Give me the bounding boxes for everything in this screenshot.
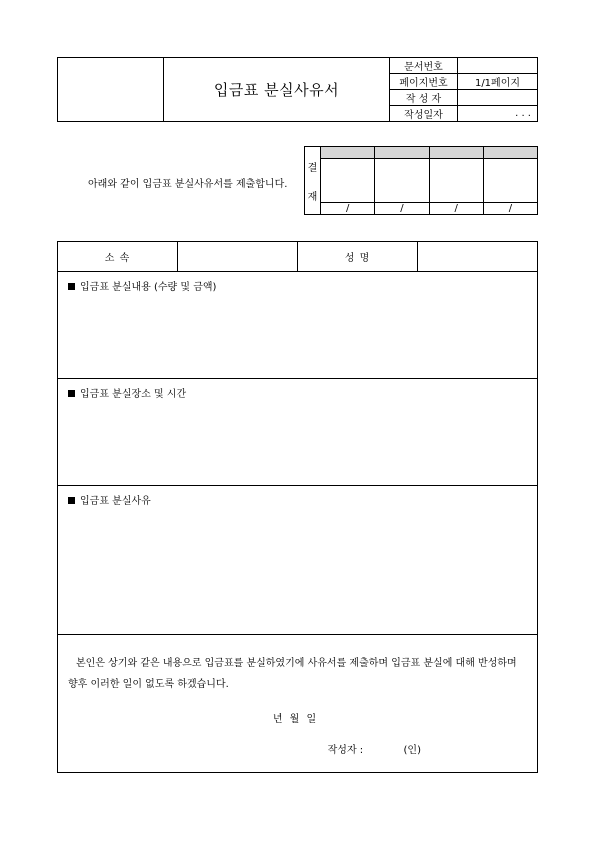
loss-details-section[interactable] — [58, 272, 538, 379]
author-label: 작 성 자 — [390, 90, 458, 106]
approval-label — [305, 147, 321, 215]
loss-report-form — [57, 241, 538, 773]
closing-author[interactable] — [68, 740, 523, 761]
author-field[interactable] — [458, 90, 538, 106]
approval-date-4[interactable]: / — [483, 202, 537, 214]
doc-number-label: 문서번호 — [390, 58, 458, 74]
bullet-square-icon — [68, 283, 75, 290]
loss-details-heading: 입금표 분실내용 (수량 및 금액) — [80, 282, 217, 293]
bullet-square-icon — [68, 497, 75, 504]
affiliation-label: 소 속 — [58, 242, 178, 272]
loss-place-time-heading: 입금표 분실장소 및 시간 — [80, 389, 187, 400]
loss-reason-heading: 입금표 분실사유 — [80, 496, 151, 507]
loss-reason-section[interactable] — [58, 486, 538, 635]
approval-box — [304, 146, 538, 215]
page-number-label: 페이지번호 — [390, 74, 458, 90]
doc-number-field[interactable] — [458, 58, 538, 74]
approver-title-3[interactable] — [429, 147, 483, 159]
approval-sign-1[interactable] — [321, 159, 375, 203]
closing-author-label: 작성자 : — [327, 745, 364, 756]
document-header — [57, 57, 538, 122]
bullet-square-icon — [68, 390, 75, 397]
approval-label-bottom: 재 — [307, 191, 318, 203]
approval-date-3[interactable]: / — [429, 202, 483, 214]
logo-cell — [58, 58, 164, 122]
page-number-value: 1/1페이지 — [458, 74, 538, 90]
approval-label-top: 결 — [307, 162, 318, 174]
date-field[interactable]: . . . — [458, 106, 538, 122]
date-label: 작성일자 — [390, 106, 458, 122]
closing-date[interactable]: 년 월 일 — [272, 714, 319, 725]
approver-title-4[interactable] — [483, 147, 537, 159]
affiliation-field[interactable] — [178, 242, 298, 272]
name-field[interactable] — [418, 242, 538, 272]
approver-title-1[interactable] — [321, 147, 375, 159]
name-label: 성 명 — [297, 242, 417, 272]
submission-statement: 아래와 같이 입금표 분실사유서를 제출합니다. — [88, 179, 288, 190]
document-title: 입금표 분실사유서 — [164, 58, 390, 122]
approval-date-2[interactable]: / — [375, 202, 429, 214]
approval-sign-4[interactable] — [483, 159, 537, 203]
approval-sign-2[interactable] — [375, 159, 429, 203]
closing-section — [58, 635, 538, 773]
seal-mark: (인) — [403, 745, 421, 756]
loss-place-time-section[interactable] — [58, 379, 538, 486]
pledge-text: 본인은 상기와 같은 내용으로 입금표를 분실하였기에 사유서를 제출하며 입금표 분실에 대해 반성하며 향후 이러한 일이 없도록 하겠습니다. — [68, 658, 517, 690]
approval-sign-3[interactable] — [429, 159, 483, 203]
approval-date-1[interactable]: / — [321, 202, 375, 214]
approver-title-2[interactable] — [375, 147, 429, 159]
